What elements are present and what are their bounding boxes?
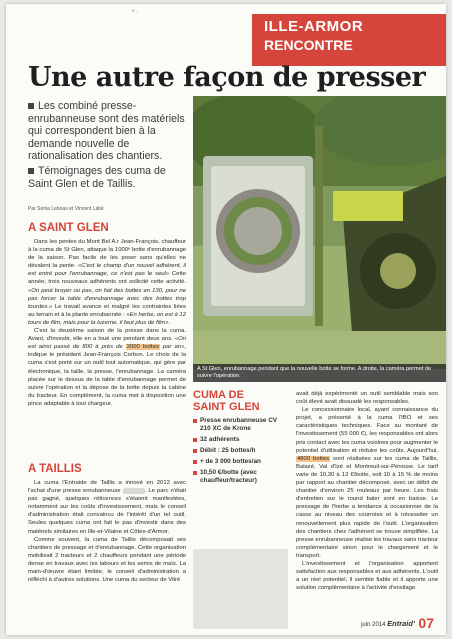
highlighted-figure: 2000 bottes bbox=[126, 344, 159, 351]
section-title-saint-glen: A SAINT GLEN bbox=[28, 222, 109, 234]
redacted-text bbox=[123, 488, 145, 494]
article-photo bbox=[193, 96, 446, 369]
fact-item: + de 3 000 bottes/an bbox=[193, 458, 288, 466]
highlighted-figure: 4800 bottes bbox=[297, 455, 330, 462]
square-bullet-icon bbox=[28, 168, 34, 174]
byline: Par Sonia Leboas et Vincent Labé bbox=[28, 206, 104, 212]
page-footer bbox=[361, 615, 434, 631]
fact-box bbox=[193, 389, 288, 488]
body-paragraph: Comme souvent, la cuma de Taillis décomposait ses chantiers de pressage et d'enrubannage. Cette organisation mobilisait 2 tracteurs et 2 chauffeurs pendant une période dense en travaux avec les labours et les semis de maïs. La main-d'œuvre étant limitée, le conseil d'administration a réfléchi à d'autres solutions. Une cuma du secteur de Vitré bbox=[28, 536, 186, 584]
column-3 bbox=[296, 390, 438, 592]
region-kicker: ILLE-ARMOR bbox=[264, 18, 364, 35]
magazine-name: Entraid' bbox=[387, 619, 415, 628]
body-paragraph: avait déjà expérimenté un outil semblable mais son coût élevé avait dissuadé les responsables. bbox=[296, 391, 438, 406]
magazine-page bbox=[6, 4, 446, 635]
article-lead bbox=[28, 100, 188, 192]
baler-photo-illustration bbox=[193, 96, 446, 369]
column-1-saint-glen bbox=[28, 238, 186, 408]
body-paragraph: La cuma l'Entraide de Taillis a innové en 2012 avec l'achat d'une presse enrubanneuse . Le parc n'était pas gagné, quelques réticences s'étaient manifestées, notamment sur les coûts d'investissement, mais le conseil d'administration était convaincu de l'intérêt d'un tel outil. Seules quelques cuma ont fait le pas d'investir dans des matériels similaires en Ille-et-Vilaine et Côtes-d'Armor. bbox=[28, 480, 187, 535]
article-headline: Une autre façon de presser bbox=[28, 62, 426, 93]
body-paragraph: Dans les pentes du Mont Bel A.r Jean-François, chauffeur à la cuma de St Glen, attaque la 1000ᵉ botte d'enrubannage de la saison. Pas facile de les poser sans qu'elles ne dévalent la pente. «C'est le champ d'un nouvel adhérent, il est entré pour l'enrubannage, ce n'est pas le seul» Cette année, trois nouveaux adhérents ont sollicité cette activité. «On peut broyer ou pas, on fait des bottes en 130, pour ne pas forcer la table d'enrubannage avec des bottes trop lourdes.» Le travail avance et malgré les contraintes liées au terrain et à la plante enrubannée : «En herbe, on est à 12 tours de film, mais pour la luzerne, il faut plus de film». bbox=[28, 239, 186, 326]
fact-item: Débit : 25 bottes/h bbox=[193, 447, 288, 455]
fact-item: 32 adhérents bbox=[193, 436, 288, 444]
section-title-taillis: A TAILLIS bbox=[28, 463, 82, 475]
page-number: 07 bbox=[418, 615, 434, 631]
body-paragraph: L'investissement et l'organisation apportent satisfaction aux responsables et aux adhérents. L'outil a un réel potentiel, il semble fiable et il apporte une solution complémentaire à l'activité d'ensilage. bbox=[296, 560, 438, 592]
redacted-image bbox=[193, 549, 288, 629]
lead-paragraph-2: Témoignages des cuma de Saint Glen et de Taillis. bbox=[28, 164, 166, 190]
body-paragraph: C'est la deuxième saison de la presse dans la cuma. Avant, d'investir, elle en a loué une pendant deux ans. «On est ainsi passé de 800 à près de 2000 bottes par an», indique le président Jean-François Corbon. Le choix de la cuma s'est porté sur un outil tout automatique, qui gère par électronique, la taille, la presse, l'enrubannage. La caméra placée sur le dessus de la table d'enrubannage permet de suivre l'opération et la dépose de la botte depuis la cabine du tracteur. En complément, la cuma met à disposition une pince adaptable à tout chargeur. bbox=[28, 328, 186, 407]
column-1-taillis bbox=[28, 479, 186, 584]
fact-item: 10,50 €/botte (avec chauffeur/tracteur) bbox=[193, 469, 288, 485]
issue-date: juin 2014 bbox=[361, 622, 386, 628]
photo-caption: A St Glen, enrubannage pendant que la nouvelle botte se forme. A droite, la caméra permet de suivre l'opération. bbox=[193, 364, 446, 382]
section-banner bbox=[252, 14, 446, 66]
fact-item: Presse enrubanneuse CV 210 XC de Krone bbox=[193, 417, 288, 433]
square-bullet-icon bbox=[28, 103, 34, 109]
rubric-label: RENCONTRE bbox=[264, 37, 353, 53]
fact-box-title: CUMA DE SAINT GLEN bbox=[193, 389, 260, 413]
body-paragraph: Le concessionnaire local, ayant connaissance du projet, a présenté à la cuma l'IBO et ses caractéristiques techniques. Face au montant de l'investissement (55 000 €), les responsables ont alors pris contact avec les cuma voisines pour augmenter le potentiel d'utilisation et réduire les coûts. Aujourd'hui, 4800 bottes sont réalisées sur les cuma de Taillis, Balazé, Val d'Izé et Montreuil-sur-Pérouse. Le tarif varie de 10,30 à 12 €/botte, soit 10 à 15 % de moins par rapport au chantier décomposé, avec un débit de chantier d'environ 25 rouleaux par heure. Les frais d'entretien sur le round baler sont en baisse. Le pressage de l'herbe a tendance à occasionner de la casse au niveau des courroies et à nécessiter un renouvellement plus rapide de l'outil. L'organisation des chantiers chez l'adhérent se trouve simplifiée. La presse enrubanneuse réalise les travaux sans tracteur complémentaire sinon pour le chargement et le transport. bbox=[296, 407, 438, 559]
top-mark: * · bbox=[132, 10, 138, 16]
lead-paragraph-1: Les combiné presse-enrubanneuse sont des matériels qui correspondent bien à la demande nouvelle de rationalisation des chantiers. bbox=[28, 100, 185, 163]
